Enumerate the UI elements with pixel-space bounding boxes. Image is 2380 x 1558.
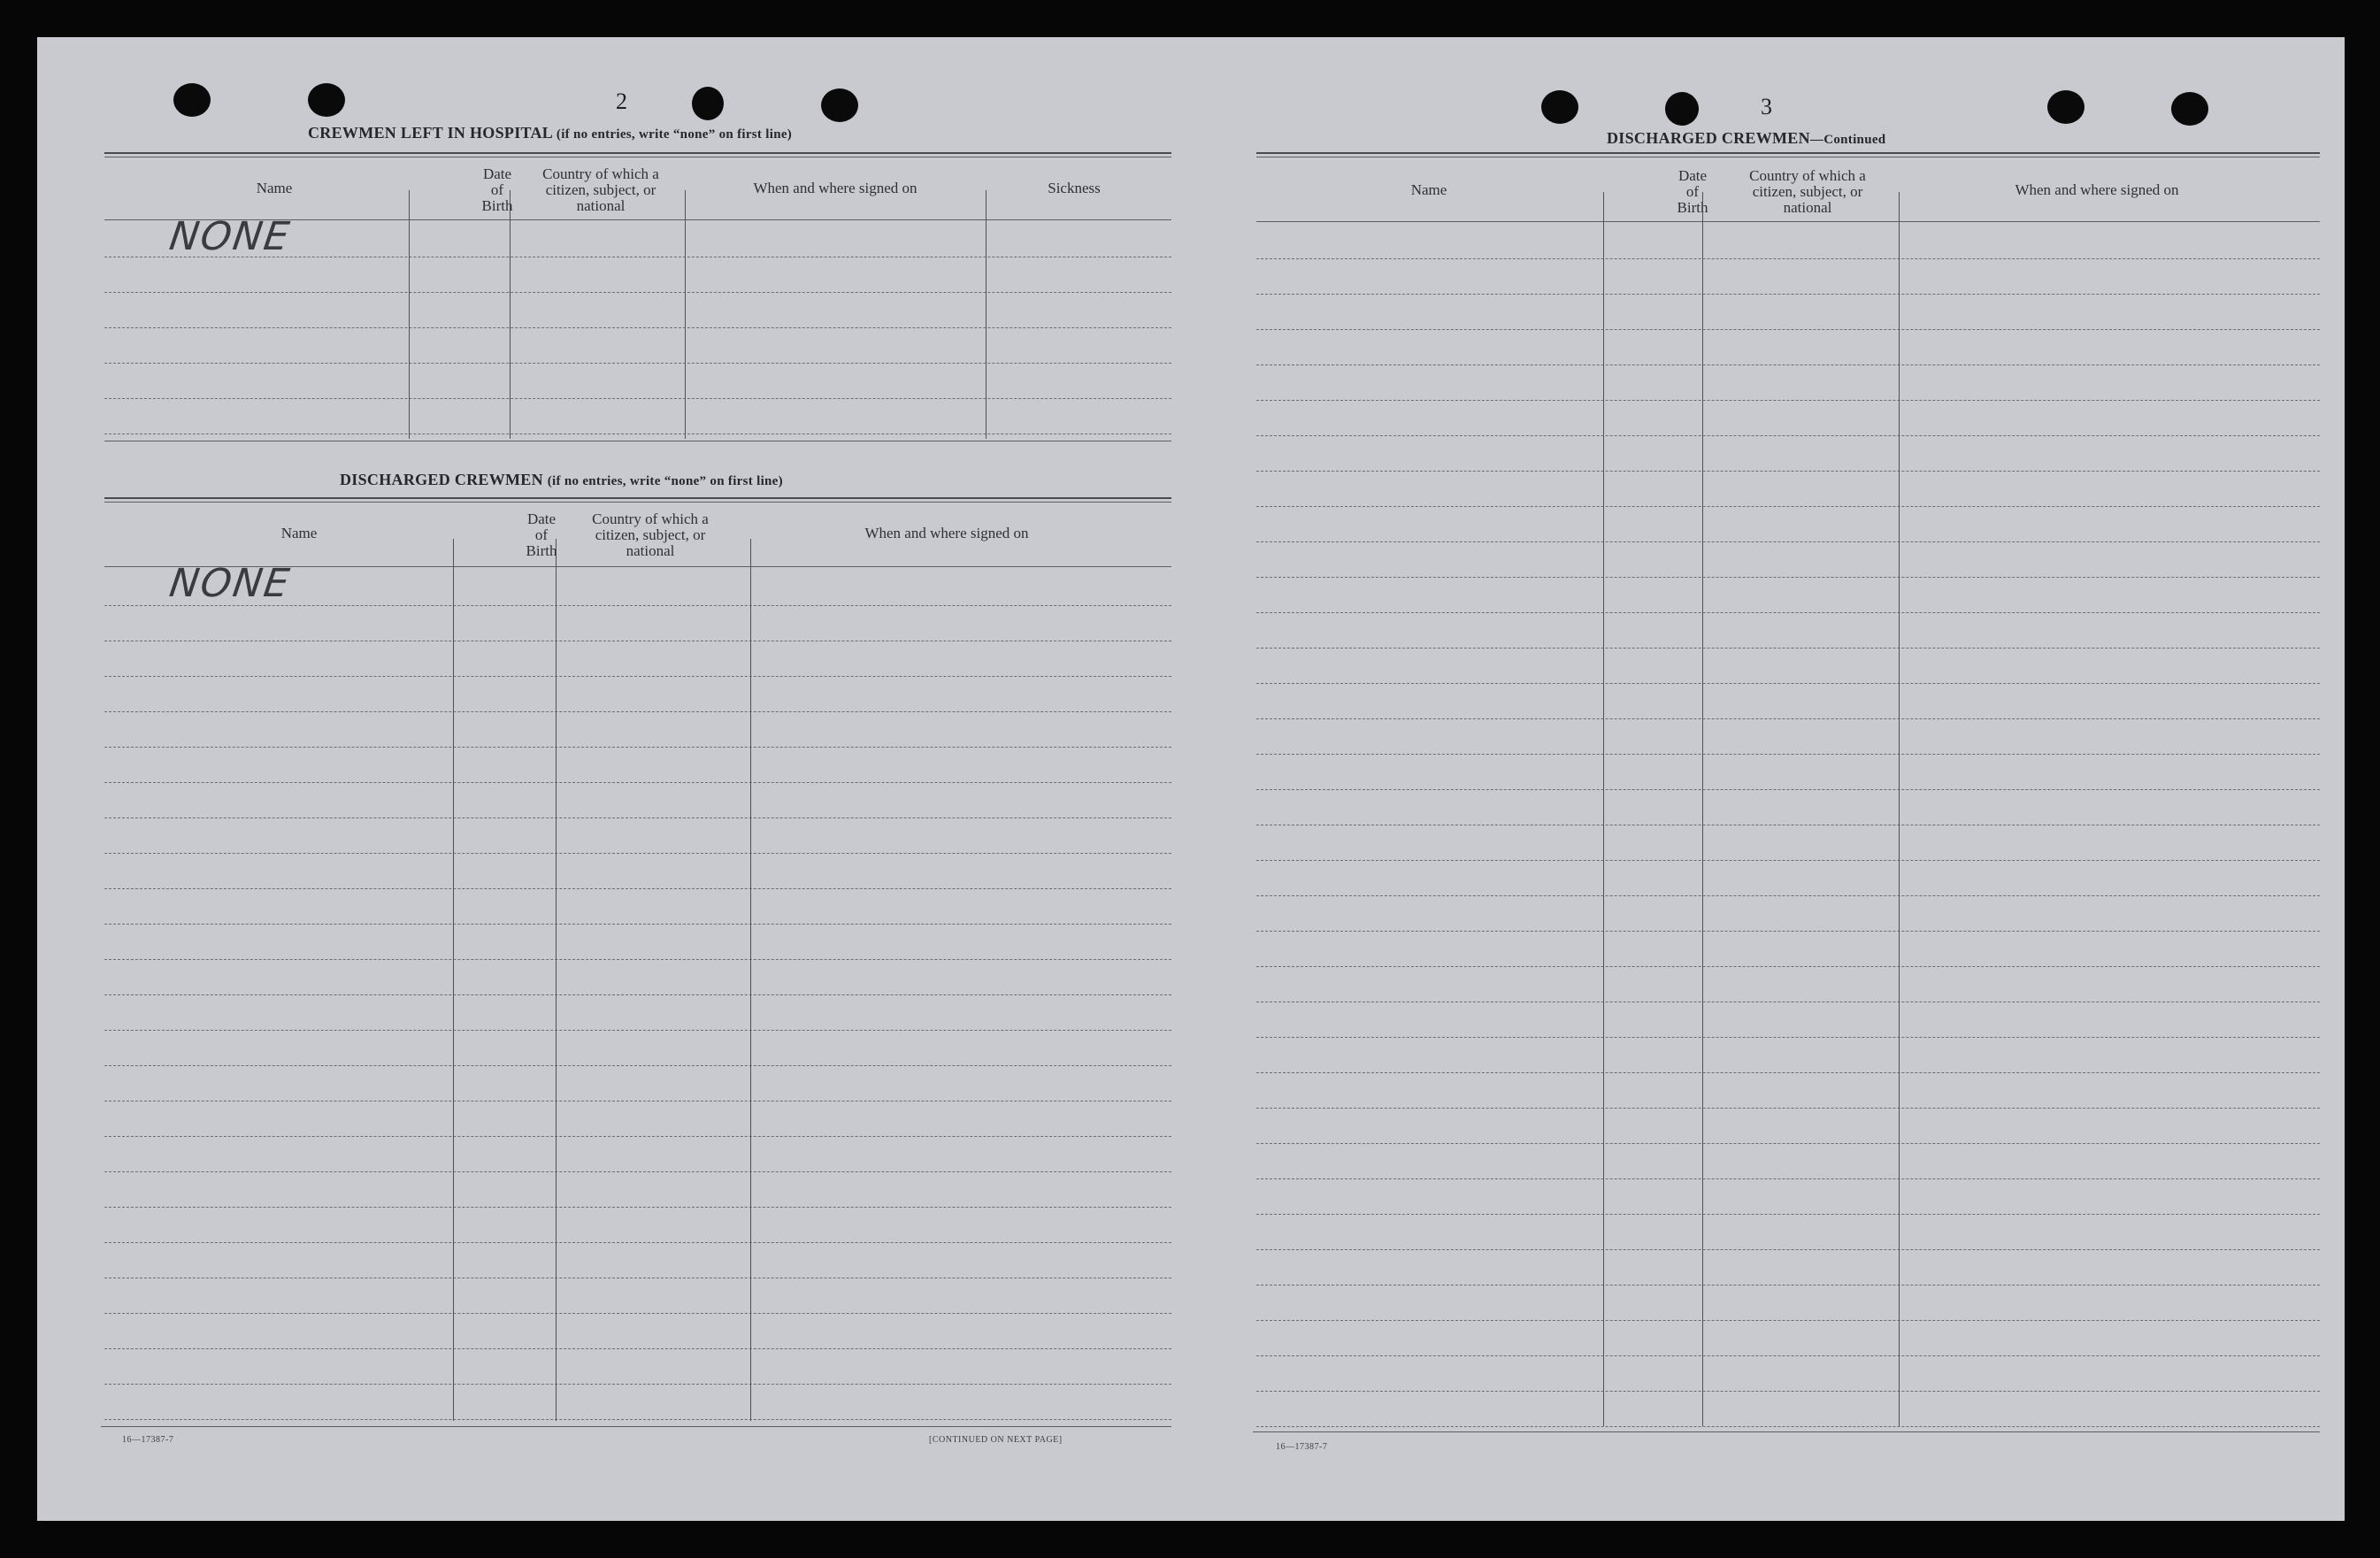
- discharged-row-rule: [104, 747, 1171, 748]
- hospital-column-rule: [685, 190, 686, 439]
- continued-row-rule: [1256, 683, 2320, 684]
- continued-col-birth-header: Date of Birth: [1677, 167, 1708, 216]
- discharged-row-rule: [104, 1030, 1171, 1031]
- continued-section-title: [1607, 129, 1885, 148]
- punch-hole-decoration: [821, 88, 858, 122]
- hospital-col-country-header: Country of which a citizen, subject, or national: [542, 165, 659, 214]
- hospital-row-rule: [104, 363, 1171, 364]
- discharged-col-signed-header: When and where signed on: [864, 525, 1029, 541]
- discharged-row-rule: [104, 605, 1171, 606]
- discharged-col-country-header: Country of which a citizen, subject, or national: [592, 510, 709, 559]
- continued-column-rule: [1603, 192, 1604, 1426]
- continued-row-rule: [1256, 1178, 2320, 1179]
- punch-hole-decoration: [1665, 92, 1699, 126]
- discharged-row-rule: [104, 1313, 1171, 1314]
- discharged-row-rule: [104, 1136, 1171, 1137]
- continued-row-rule: [1256, 1249, 2320, 1250]
- continued-row-rule: [1256, 1285, 2320, 1286]
- discharged-title-instruction: (if no entries, write “none” on first line): [547, 474, 783, 488]
- discharged-row-rule: [104, 959, 1171, 960]
- punch-hole-decoration: [692, 87, 724, 120]
- continued-row-rule: [1256, 789, 2320, 790]
- discharged-table-top-rule-inner: [104, 502, 1171, 503]
- discharged-row-rule: [104, 782, 1171, 783]
- discharged-row-rule: [104, 817, 1171, 818]
- discharged-column-rule: [453, 539, 454, 1421]
- hospital-section-title: [308, 124, 792, 142]
- continued-row-rule: [1256, 1108, 2320, 1109]
- continued-row-rule: [1256, 1143, 2320, 1144]
- continued-row-rule: [1256, 294, 2320, 295]
- continued-row-rule: [1256, 1037, 2320, 1038]
- left-page-bottom-rule: [101, 1426, 1171, 1427]
- discharged-row-rule: [104, 1171, 1171, 1172]
- form-sheet: [37, 37, 2345, 1521]
- continued-row-rule: [1256, 1320, 2320, 1321]
- discharged-title-text: DISCHARGED CREWMEN: [340, 471, 543, 488]
- hospital-title-instruction: (if no entries, write “none” on first line): [556, 127, 793, 142]
- continued-col-country-header: Country of which a citizen, subject, or national: [1749, 167, 1866, 216]
- hospital-title-text: CREWMEN LEFT IN HOSPITAL: [308, 124, 553, 142]
- hospital-row-rule: [104, 292, 1171, 293]
- punch-hole-decoration: [173, 83, 211, 117]
- continued-row-rule: [1256, 541, 2320, 542]
- continued-row-rule: [1256, 612, 2320, 613]
- hospital-column-rule: [510, 190, 511, 439]
- discharged-row-rule: [104, 711, 1171, 712]
- discharged-col-name-header: Name: [280, 525, 318, 541]
- hospital-column-rule: [986, 190, 987, 439]
- continued-row-rule: [1256, 1072, 2320, 1073]
- continued-row-rule: [1256, 931, 2320, 932]
- hospital-column-rule: [409, 190, 410, 439]
- continued-col-name-header: Name: [1410, 181, 1447, 198]
- discharged-row-rule: [104, 1348, 1171, 1349]
- discharged-column-rule: [750, 539, 751, 1421]
- continued-row-rule: [1256, 754, 2320, 755]
- continued-column-rule: [1899, 192, 1900, 1426]
- continued-row-rule: [1256, 435, 2320, 436]
- hospital-col-name-header: Name: [256, 180, 293, 196]
- hospital-table-top-rule: [104, 152, 1171, 154]
- punch-hole-decoration: [308, 83, 345, 117]
- continued-col-signed-header: When and where signed on: [2015, 181, 2179, 198]
- continued-title-suffix: —Continued: [1809, 133, 1886, 147]
- continued-row-rule: [1256, 648, 2320, 649]
- discharged-table-top-rule: [104, 497, 1171, 499]
- continued-row-rule: [1256, 329, 2320, 330]
- discharged-row-rule: [104, 1419, 1171, 1420]
- discharged-section-title: [340, 471, 783, 489]
- discharged-col-birth-header: Date of Birth: [526, 510, 557, 559]
- continued-row-rule: [1256, 506, 2320, 507]
- discharged-row-rule: [104, 1242, 1171, 1243]
- continued-row-rule: [1256, 1214, 2320, 1215]
- continued-row-rule: [1256, 1426, 2320, 1427]
- discharged-row-rule: [104, 1207, 1171, 1208]
- continued-table-top-rule: [1256, 152, 2320, 154]
- continued-row-rule: [1256, 895, 2320, 896]
- punch-hole-decoration: [2171, 92, 2208, 126]
- continued-column-rule: [1702, 192, 1703, 1426]
- hospital-handwritten-entry: NONE: [166, 214, 294, 259]
- continued-row-rule: [1256, 1355, 2320, 1356]
- discharged-row-rule: [104, 1384, 1171, 1385]
- punch-hole-decoration: [2047, 90, 2084, 124]
- discharged-row-rule: [104, 924, 1171, 925]
- continued-row-rule: [1256, 860, 2320, 861]
- hospital-row-rule: [104, 398, 1171, 399]
- hospital-col-sickness-header: Sickness: [1048, 180, 1101, 196]
- hospital-col-signed-header: When and where signed on: [753, 180, 917, 196]
- discharged-row-rule: [104, 853, 1171, 854]
- discharged-row-rule: [104, 1065, 1171, 1066]
- continued-note: [CONTINUED ON NEXT PAGE]: [929, 1435, 1063, 1445]
- continued-row-rule: [1256, 718, 2320, 719]
- continued-row-rule: [1256, 400, 2320, 401]
- left-form-number: 16—17387-7: [122, 1435, 174, 1445]
- hospital-row-rule: [104, 327, 1171, 328]
- left-page-number: 2: [616, 88, 627, 114]
- right-page-bottom-rule: [1253, 1431, 2320, 1432]
- continued-row-rule: [1256, 966, 2320, 967]
- discharged-row-rule: [104, 888, 1171, 889]
- discharged-column-rule: [556, 539, 557, 1421]
- discharged-handwritten-entry: NONE: [166, 561, 294, 606]
- punch-hole-decoration: [1541, 90, 1578, 124]
- continued-row-rule: [1256, 258, 2320, 259]
- right-form-number: 16—17387-7: [1276, 1442, 1328, 1452]
- discharged-row-rule: [104, 676, 1171, 677]
- continued-row-rule: [1256, 577, 2320, 578]
- right-page-number: 3: [1761, 94, 1772, 119]
- hospital-col-birth-header: Date of Birth: [481, 165, 513, 214]
- continued-title-text: DISCHARGED CREWMEN: [1607, 129, 1810, 147]
- continued-row-rule: [1256, 1391, 2320, 1392]
- continued-row-rule: [1256, 471, 2320, 472]
- continued-header-rule: [1256, 221, 2320, 222]
- discharged-row-rule: [104, 994, 1171, 995]
